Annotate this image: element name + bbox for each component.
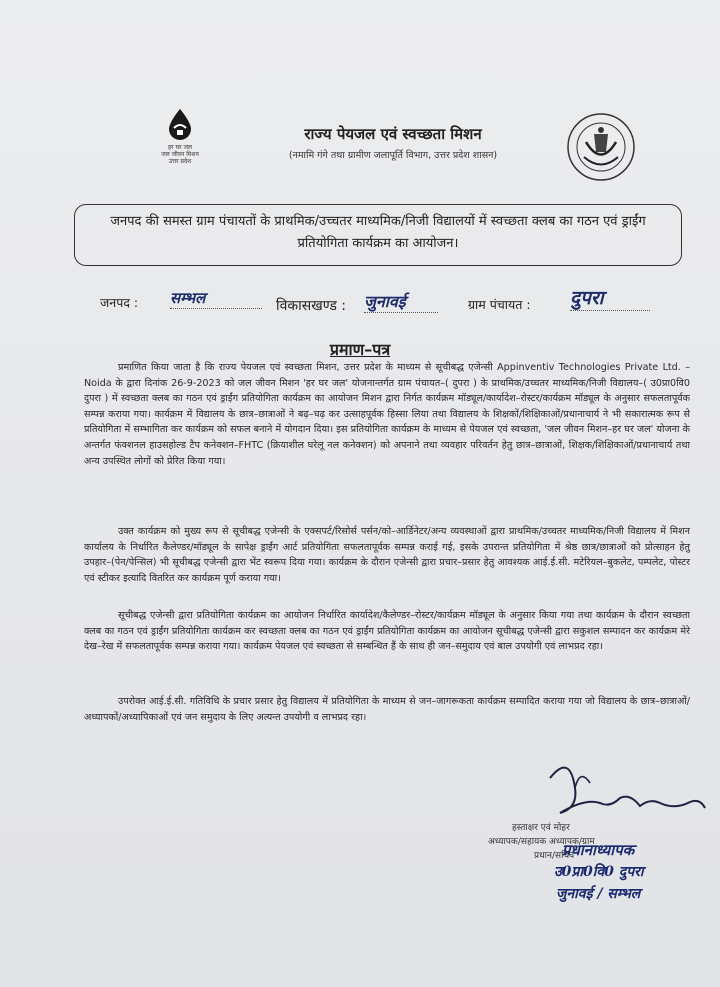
water-drop-icon	[167, 108, 193, 140]
letterhead	[248, 124, 538, 161]
signature-block	[470, 758, 700, 918]
stamp-line-3: जुनावई / सम्भल	[556, 886, 641, 902]
stamp-line-1: प्रधानाध्यापक	[562, 841, 635, 859]
certificate-title: प्रमाण–पत्र	[329, 340, 391, 359]
village-label: ग्राम पंचायत :	[468, 297, 531, 312]
paragraph-3	[84, 608, 690, 655]
stamp-line-2: उ0प्रा0वि0 दुपरा	[554, 864, 644, 880]
designation-line-2: प्रधान/सचिव	[534, 851, 575, 861]
block-value: जुनावई	[364, 290, 438, 313]
logo-caption-2: जल जीवन मिशन	[161, 151, 199, 158]
sign-label: हस्ताक्षर एवं मोहर	[512, 823, 570, 833]
up-state-emblem-icon	[566, 112, 636, 182]
paragraph-2	[84, 524, 690, 586]
paragraph-2-text: उक्त कार्यक्रम को मुख्य रूप से सूचीबद्ध एजेन्सी के एक्सपर्ट/रिसोर्स पर्सन/को–आर्डिनेटर/अन्य व्यवस्थाओं द्वारा प्राथमिक/उच्चतर माध्यमिक/निजी विद्यालय में मिशन कार्यालय के निर्धारित कैलेण्डर/मॉड्यूल के सापेक्ष ड्राईंग आर्ट प्रतियोगिता सफलतापूर्वक सम्पन्न कराई गई, इसके उपरान्त प्रतियोगिता में श्रेष्ठ छात्र/छात्राओं को प्रोत्साहन हेतु उपहार–(पेन/पेन्सिल) भी सूचीबद्ध एजेन्सी द्वारा भेंट स्वरूप दिया गया। कार्यक्रम के दौरान एजेन्सी द्वारा प्रचार–प्रसार हेतु आवश्यक आई.ई.सी. मटेरियल–बुकलेट, पम्पलेट, पोस्टर एवं स्टीकर इत्यादि वितरित कर कार्यक्रम पूर्ण कराया गया।	[84, 526, 690, 584]
subject-box: जनपद की समस्त ग्राम पंचायतों के प्राथमिक/उच्चतर माध्यमिक/निजी विद्यालयों में स्वच्छता क्लब का गठन एवं ड्राईंग प्रतियोगिता कार्यक्रम का आयोजन।	[74, 204, 682, 266]
paragraph-3-text: सूचीबद्ध एजेन्सी द्वारा प्रतियोगिता कार्यक्रम का आयोजन निर्धारित कार्यादेश/कैलेण्डर–रोस्टर/कार्यक्रम मॉड्यूल के अनुसार किया गया तथा कार्यक्रम के दौरान स्वच्छता क्लब का गठन एवं ड्राईंग प्रतियोगिता कार्यक्रम कर स्वच्छता क्लब का गठन एवं ड्राईंग प्रतियोगिता कार्यक्रम का आयोजन सूचीबद्ध एजेन्सी द्वारा सकुशल सम्पादन कर कार्यक्रम मेरे देख–रेख में सफलतापूर्वक सम्पन्न कराया गया। कार्यक्रम पेयजल एवं स्वच्छता से सम्बन्धित हैं के साथ ही जन–समुदाय एवं बाल उपयोगी एवं लाभप्रद रहा।	[84, 610, 690, 653]
har-ghar-jal-logo	[150, 108, 210, 165]
block-label: विकासखण्ड :	[276, 298, 347, 314]
org-subtitle: (नमामि गंगे तथा ग्रामीण जलापूर्ति विभाग, उत्तर प्रदेश शासन)	[288, 150, 498, 161]
paragraph-4-text: उपरोक्त आई.ई.सी. गतिविधि के प्रचार प्रसार हेतु विद्यालय में प्रतियोगिता के माध्यम से जन–जागरूकता कार्यक्रम सम्पादित कराया गया जो विद्यालय के छात्र–छात्राओं/अध्यापकों/अध्यापिकाओं एवं जन समुदाय के लिए अत्यन्त उपयोगी व लाभप्रद रहा।	[84, 696, 690, 723]
signature-image	[530, 758, 720, 828]
logo-caption-1: हर घर जल	[168, 144, 192, 151]
paragraph-4	[84, 694, 690, 725]
paragraph-1-text: प्रमाणित किया जाता है कि राज्य पेयजल एवं स्वच्छता मिशन, उत्तर प्रदेश के माध्यम से सूचीबद्ध एजेन्सी Appinventiv Technologies Private Ltd. – Noida के द्वारा दिनांक 26-9-2023 को जल जीवन मिशन 'हर घर जल' योजनान्तर्गत ग्राम पंचायत–( दुपरा ) के प्राथमिक/उच्चतर माध्यमिक/निजी विद्यालय–( उ0प्रा0वि0 दुपरा ) में स्वच्छता क्लब का गठन एवं ड्राईंग प्रतियोगिता कार्यक्रम का आयोजन मिशन द्वारा निर्गत कार्यक्रम मॉड्यूल/कार्यादेश–रोस्टर/कार्यक्रम मॉड्यूल के अनुसार सफलतापूर्वक सम्पन्न कराया गया। कार्यक्रम में विद्यालय के छात्र–छात्राओं ने बढ़–चढ़ कर उत्साहपूर्वक हिस्सा लिया तथा विद्यालय के शिक्षकों/शिक्षिकाओं/प्रधानाचार्य ने भी सकारात्मक रूप से प्रतियोगिता में सम्भागिता कर कार्यक्रम को सफल बनाने में योगदान दिया। इस प्रतियोगिता कार्यक्रम के माध्यम से पेयजल एवं स्वच्छता, 'जल जीवन मिशन–हर घर जल' योजना के अन्तर्गत फंक्शनल हाउसहोल्ड टैप कनेक्शन–FHTC (क्रियाशील घरेलू नल कनेक्शन) को अपनाने तथा व्यवहार परिवर्तन हेतु छात्र–छात्राओं, शिक्षक/शिक्षिकाओं/प्रधानाचार्य तथा अन्य उपस्थित लोगों को प्रेरित किया गया।	[84, 362, 690, 467]
designation-line: अध्यापक/सहायक अध्यापक/ग्राम	[488, 837, 595, 847]
village-value: दुपरा	[570, 284, 650, 311]
org-title: राज्य पेयजल एवं स्वच्छता मिशन	[304, 125, 482, 143]
paragraph-1	[84, 360, 690, 469]
district-label: जनपद :	[100, 295, 139, 310]
logo-caption-3: उत्तर प्रदेश	[168, 158, 192, 165]
district-value: सम्भल	[170, 288, 262, 309]
